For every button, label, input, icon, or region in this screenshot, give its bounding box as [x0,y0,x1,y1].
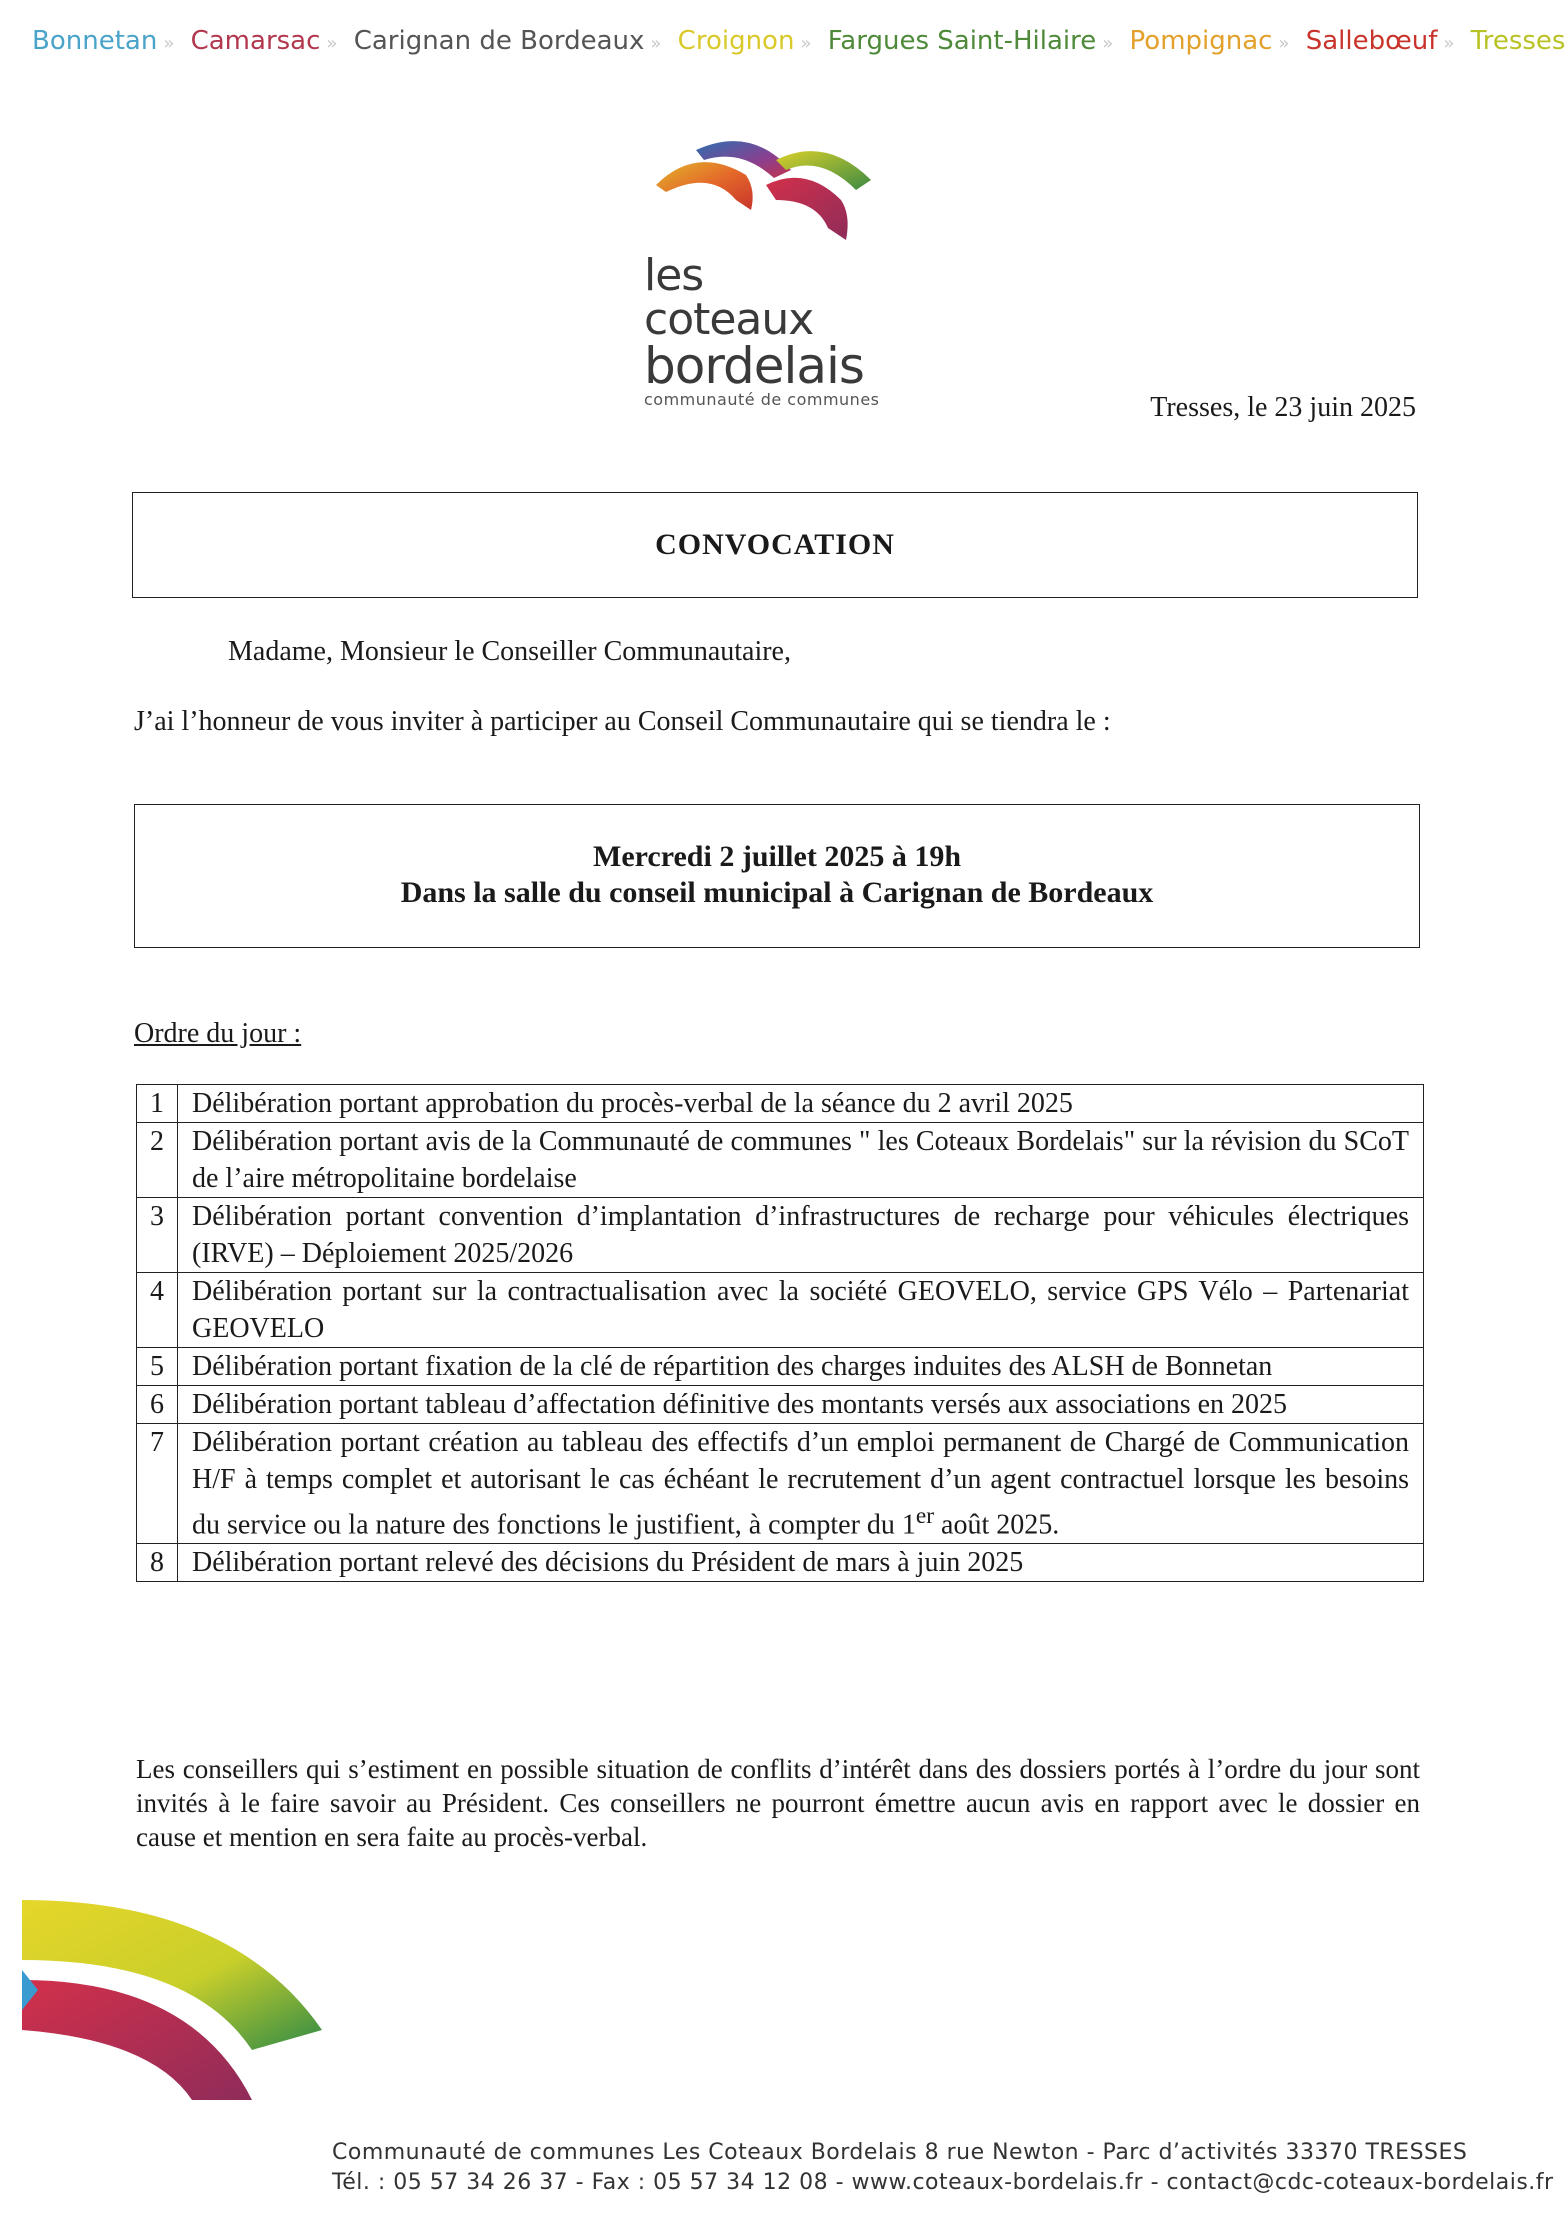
town-name: Croignon [677,26,795,56]
town-name: Tresses [1470,26,1566,56]
logo-line2: bordelais [644,337,864,395]
agenda-date-day: 1 [901,1509,916,1541]
agenda-text: Délibération portant création au tableau des effectifs d’un emploi permanent de Chargé de Communication H/F à temps complet et autorisant le cas échéant le recrutement d’un agent contractuel lorsque les besoins du service ou la nature des fonctions le justifient, à compter du [192,1427,1409,1541]
footer-address: Communauté de communes Les Coteaux Bordelais 8 rue Newton - Parc d’activités 33370 TRESSES [332,2140,1468,2165]
agenda-number: 3 [137,1198,178,1273]
letter-date: Tresses, le 23 juin 2025 [1150,392,1416,423]
town-name: Carignan de Bordeaux [353,26,645,56]
separator: » [1443,33,1455,54]
agenda-text: Délibération portant avis de la Communauté de communes " les Coteaux Bordelais" sur la révision du SCoT de l’aire métropolitaine bordelaise [178,1123,1424,1198]
town-name: Pompignac [1129,26,1273,56]
agenda-number: 1 [137,1085,178,1123]
corner-arcs-icon [22,1900,342,2100]
meeting-datetime: Mercredi 2 juillet 2025 à 19h [593,840,961,873]
agenda-text: Délibération portant fixation de la clé de répartition des charges induites des ALSH de Bonnetan [178,1348,1424,1386]
town-name: Sallebœuf [1305,26,1438,56]
agenda-row [137,1123,1424,1198]
agenda-text: Délibération portant convention d’implantation d’infrastructures de recharge pour véhicules électriques (IRVE) – Déploiement 2025/2026 [178,1198,1424,1273]
agenda-number: 8 [137,1544,178,1582]
agenda-date-sup: er [915,1503,935,1529]
towns-header [32,26,1566,56]
logo-line3: communauté de communes [644,390,880,409]
agenda-row [137,1198,1424,1273]
separator: » [800,33,812,54]
agenda-row [137,1085,1424,1123]
title-box [132,492,1418,598]
agenda-row [137,1424,1424,1544]
meeting-box [134,804,1420,948]
agenda-row [137,1273,1424,1348]
separator: » [650,33,662,54]
agenda-number: 2 [137,1123,178,1198]
separator: » [326,33,338,54]
separator: » [1102,33,1114,54]
page-title: CONVOCATION [655,528,895,561]
logo-arcs-icon [656,130,876,250]
agenda-text: Délibération portant tableau d’affectation définitive des montants versés aux associations en 2025 [178,1386,1424,1424]
agenda-row [137,1348,1424,1386]
greeting: Madame, Monsieur le Conseiller Communautaire, [228,636,791,667]
agenda-text: Délibération portant sur la contractualisation avec la société GEOVELO, service GPS Vélo – Partenariat GEOVELO [178,1273,1424,1348]
logo [644,130,884,410]
agenda-table [136,1084,1424,1582]
town-name: Fargues Saint-Hilaire [827,26,1097,56]
agenda-text: Délibération portant relevé des décisions du Président de mars à juin 2025 [178,1544,1424,1582]
agenda-date-rest: août 2025. [934,1509,1060,1541]
separator: » [163,33,175,54]
agenda-row [137,1386,1424,1424]
town-name: Camarsac [190,26,321,56]
agenda-row [137,1544,1424,1582]
agenda-number: 6 [137,1386,178,1424]
conflict-notice: Les conseillers qui s’estiment en possible situation de conflits d’intérêt dans des dossiers portés à l’ordre du jour sont invités à le faire savoir au Président. Ces conseillers ne pourront émettre aucun avis en rapport avec le dossier en cause et mention en sera faite au procès-verbal. [136,1754,1420,1852]
footer-contact: Tél. : 05 57 34 26 37 - Fax : 05 57 34 12 08 - www.coteaux-bordelais.fr - contact@cdc-coteaux-bordelais.fr [332,2170,1554,2195]
meeting-location: Dans la salle du conseil municipal à Carignan de Bordeaux [400,876,1154,909]
separator: » [1278,33,1290,54]
agenda-number: 7 [137,1424,178,1544]
agenda-number: 5 [137,1348,178,1386]
agenda-text-cell [178,1424,1424,1544]
intro-text: J’ai l’honneur de vous inviter à participer au Conseil Communautaire qui se tiendra le : [134,706,1111,737]
agenda-number: 4 [137,1273,178,1348]
agenda-text: Délibération portant approbation du procès-verbal de la séance du 2 avril 2025 [178,1085,1424,1123]
agenda-title: Ordre du jour : [134,1018,302,1049]
logo-line1: les coteaux [644,250,814,345]
town-name: Bonnetan [32,26,158,56]
